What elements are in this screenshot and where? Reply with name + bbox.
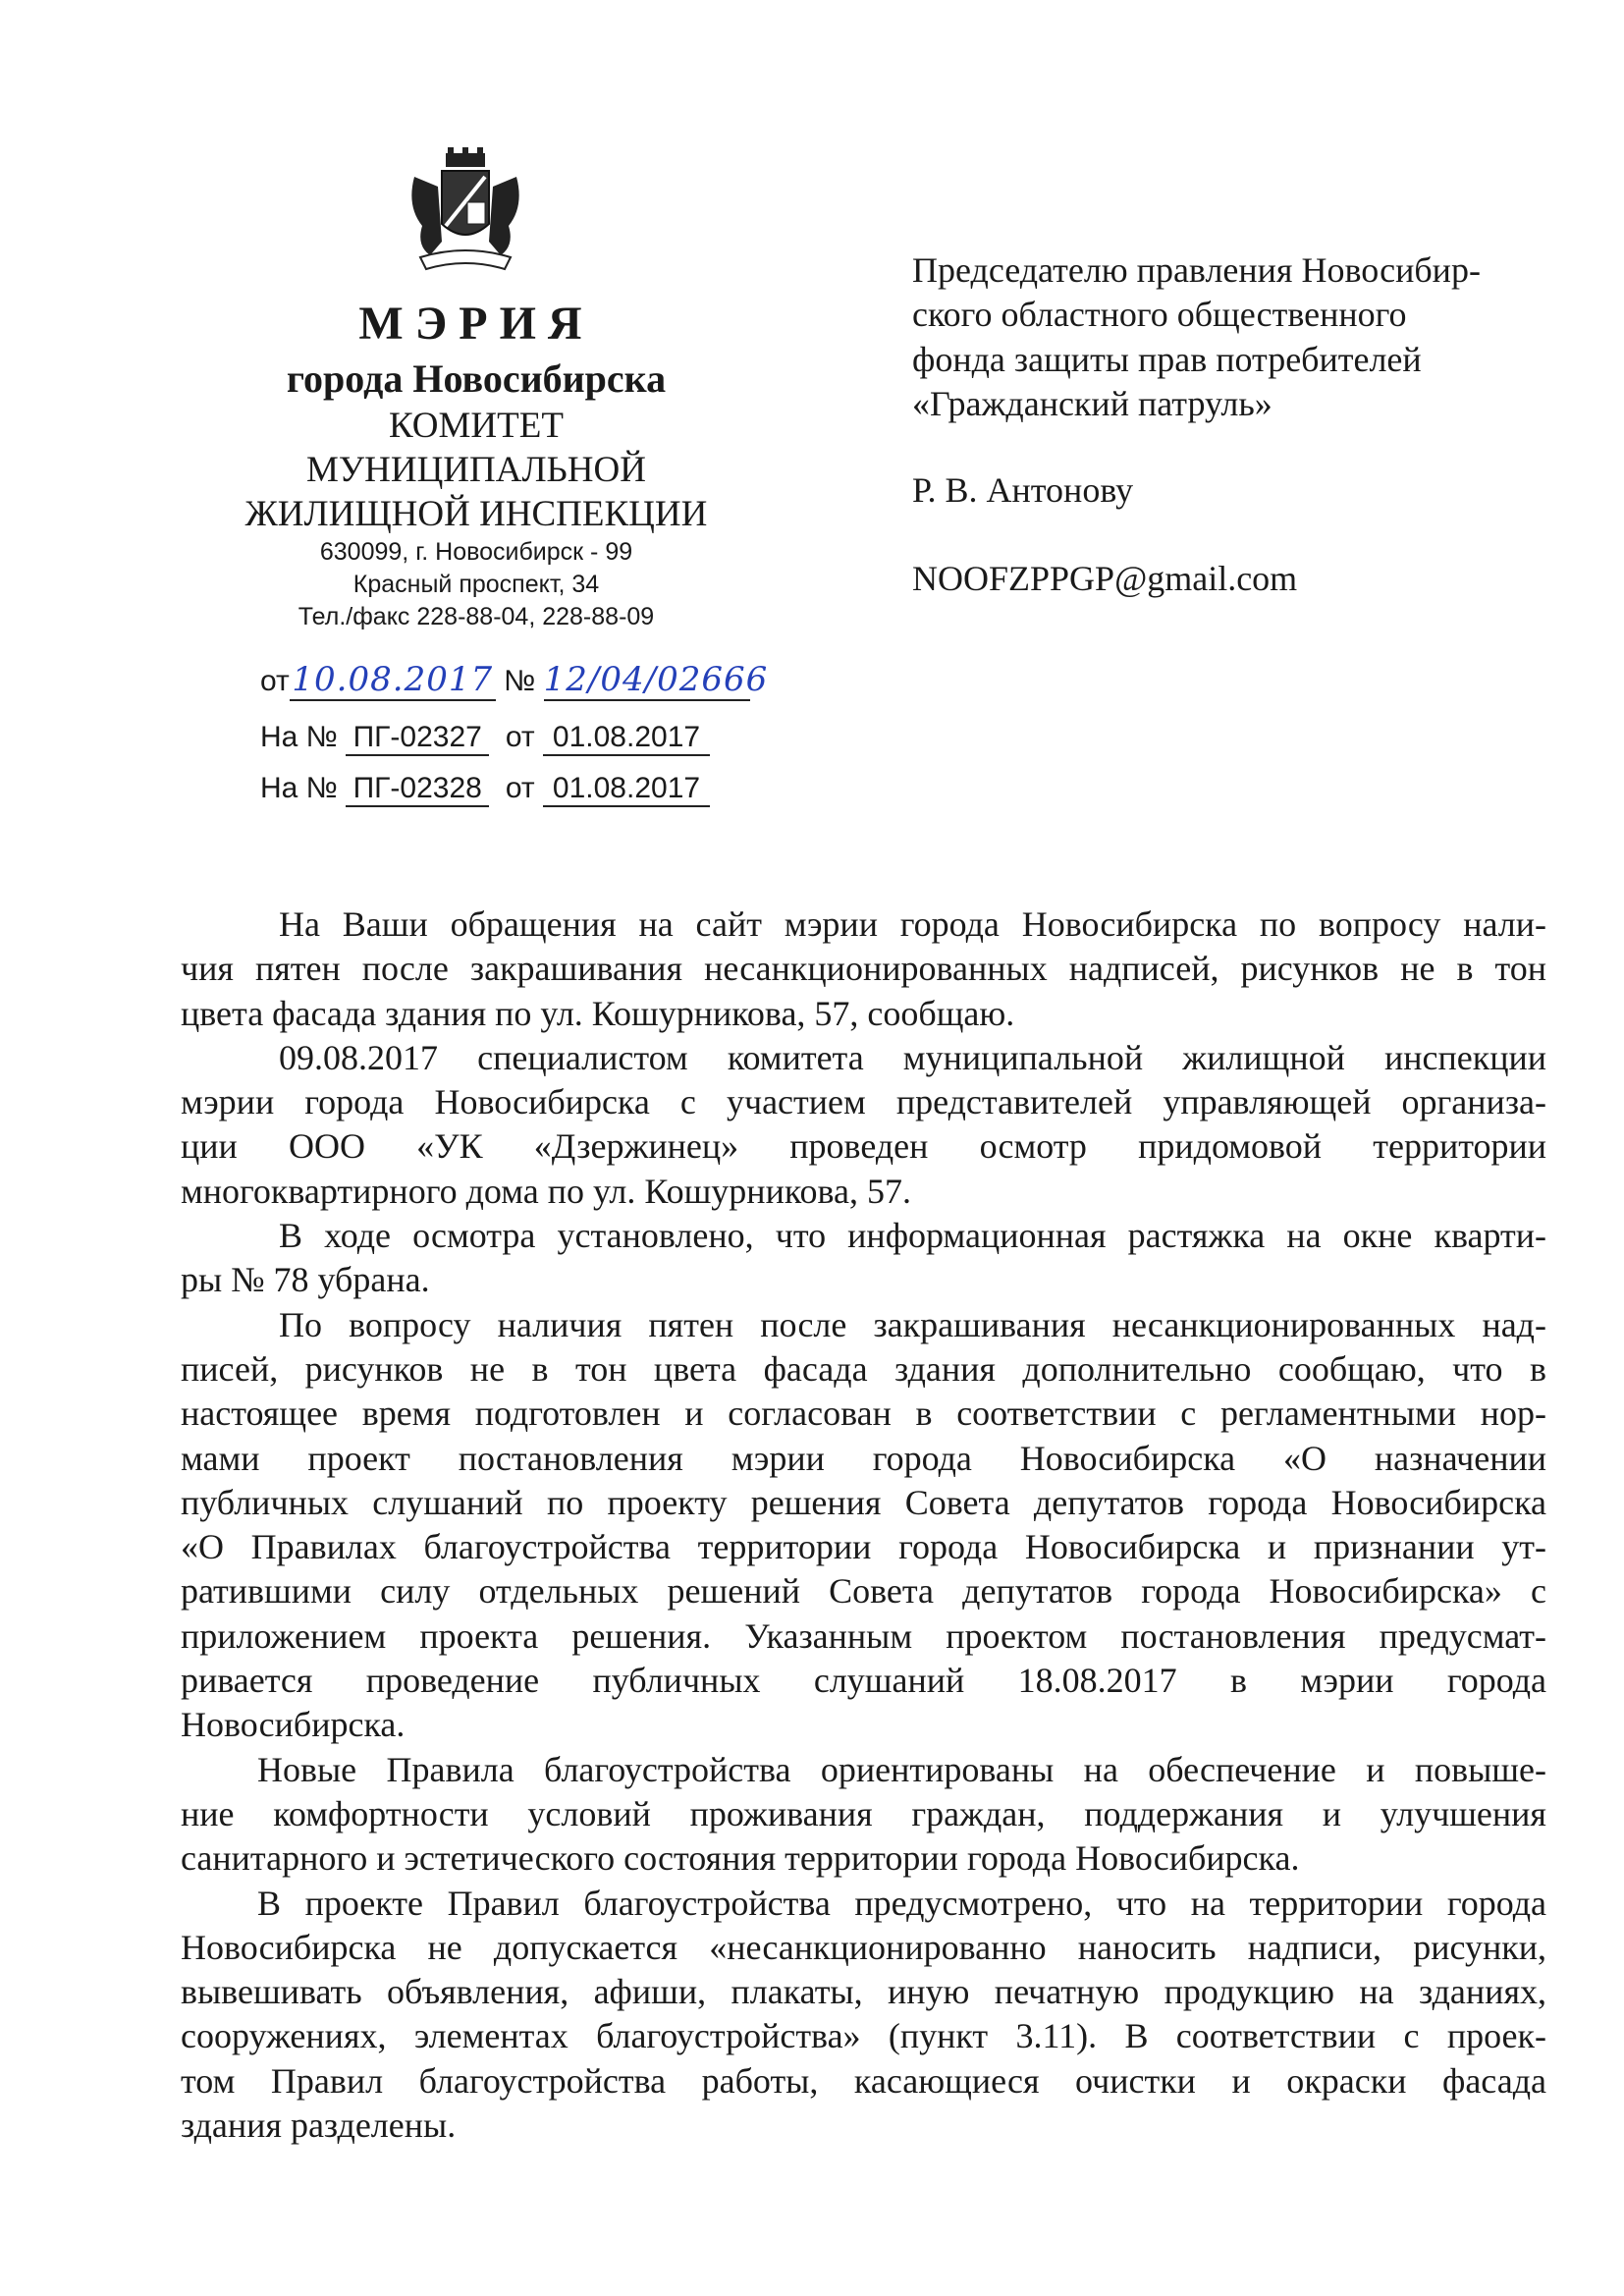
body-line: Новые Правила благоустройства ориентированы на обеспечение и повыше- bbox=[257, 1749, 1546, 1789]
body-line: Новосибирска не допускается «несанкционированно наносить надписи, рисунки, bbox=[181, 1927, 1546, 1967]
committee-line: МУНИЦИПАЛЬНОЙ bbox=[306, 450, 646, 490]
body-paragraph bbox=[181, 902, 1546, 1036]
mayor-office-title: МЭРИЯ bbox=[358, 298, 594, 350]
body-line: мами проект постановления мэрии города Новосибирска «О назначении bbox=[181, 1438, 1546, 1478]
recipient-name: Р. В. Антонову bbox=[912, 470, 1134, 510]
from-label: от bbox=[260, 665, 290, 697]
body-line: многоквартирного дома по ул. Кошурникова, 57. bbox=[181, 1171, 911, 1211]
body-line: ратившими силу отдельных решений Совета депутатов города Новосибирска» с bbox=[181, 1571, 1546, 1612]
handwritten-date: 10.08.2017 bbox=[292, 660, 494, 699]
reference-label: На № bbox=[260, 772, 338, 804]
body-line: ры № 78 убрана. bbox=[181, 1260, 430, 1300]
address-line: 630099, г. Новосибирск - 99 bbox=[319, 538, 633, 566]
reference-number: ПГ-02327 bbox=[346, 721, 489, 756]
reference-number: ПГ-02328 bbox=[346, 772, 489, 807]
reference-line bbox=[260, 721, 710, 756]
reference-date: 01.08.2017 bbox=[543, 721, 710, 756]
city-name: города Новосибирска bbox=[286, 356, 667, 401]
body-line: В ходе осмотра установлено, что информационная растяжка на окне кварти- bbox=[279, 1216, 1546, 1256]
recipient-line: ского областного общественного bbox=[912, 295, 1407, 334]
body-line: В проекте Правил благоустройства предусмотрено, что на территории города bbox=[257, 1883, 1546, 1923]
address-line: Тел./факс 228-88-04, 228-88-09 bbox=[298, 603, 655, 630]
body-line: приложением проекта решения. Указанным проектом постановления предусмат- bbox=[181, 1615, 1546, 1656]
body-line: вывешивать объявления, афиши, плакаты, иную печатную продукцию на зданиях, bbox=[181, 1972, 1546, 2012]
body-line: чия пятен после закрашивания несанкционированных надписей, рисунков не в тон bbox=[181, 949, 1546, 989]
committee-line: ЖИЛИЩНОЙ ИНСПЕКЦИИ bbox=[244, 494, 708, 534]
recipient-line: Председателю правления Новосибир- bbox=[912, 250, 1481, 290]
body-line: По вопросу наличия пятен после закрашивания несанкционированных над- bbox=[279, 1304, 1546, 1344]
body-line: том Правил благоустройства работы, касающиеся очистки и окраски фасада bbox=[181, 2060, 1546, 2101]
body-paragraph bbox=[181, 1036, 1546, 1214]
body-line: ние комфортности условий проживания граждан, поддержания и улучшения bbox=[181, 1793, 1546, 1833]
body-line: санитарного и эстетического состояния территории города Новосибирска. bbox=[181, 1838, 1300, 1879]
handwritten-number: 12/04/02666 bbox=[543, 660, 769, 699]
body-paragraph bbox=[181, 1214, 1546, 1303]
coat-of-arms-emblem bbox=[403, 147, 528, 273]
number-label: № bbox=[504, 665, 536, 697]
body-paragraph bbox=[181, 1748, 1546, 1882]
body-paragraph bbox=[181, 1303, 1546, 1748]
body-line: «О Правилах благоустройства территории города Новосибирска и признании ут- bbox=[181, 1527, 1546, 1567]
reference-from-label: от bbox=[505, 721, 535, 753]
body-line: публичных слушаний по проекту решения Совета депутатов города Новосибирска bbox=[181, 1482, 1546, 1522]
reference-date: 01.08.2017 bbox=[543, 772, 710, 807]
body-line: здания разделены. bbox=[181, 2105, 457, 2146]
letter-body bbox=[181, 902, 1546, 2148]
body-line: мэрии города Новосибирска с участием представителей управляющей организа- bbox=[181, 1082, 1546, 1122]
reference-from-label: от bbox=[505, 772, 535, 804]
outgoing-number bbox=[543, 660, 769, 701]
outgoing-date bbox=[290, 660, 496, 701]
address-line: Красный проспект, 34 bbox=[352, 571, 600, 598]
body-line: ции ООО «УК «Дзержинец» проведен осмотр придомовой территории bbox=[181, 1126, 1546, 1167]
body-line: На Ваши обращения на сайт мэрии города Новосибирска по вопросу нали- bbox=[279, 904, 1546, 944]
recipient-line: «Гражданский патруль» bbox=[912, 384, 1272, 423]
body-line: ривается проведение публичных слушаний 18.08.2017 в мэрии города bbox=[181, 1661, 1546, 1701]
body-paragraph bbox=[181, 1882, 1546, 2149]
outgoing-registration bbox=[260, 660, 769, 701]
body-line: настоящее время подготовлен и согласован в соответствии с регламентными нор- bbox=[181, 1394, 1546, 1434]
recipient-email: NOOFZPPGP@gmail.com bbox=[912, 559, 1298, 598]
body-line: 09.08.2017 специалистом комитета муниципальной жилищной инспекции bbox=[279, 1037, 1546, 1077]
reference-label: На № bbox=[260, 721, 338, 753]
body-line: сооружениях, элементах благоустройства» (пункт 3.11). В соответствии с проек- bbox=[181, 2016, 1546, 2056]
reference-line bbox=[260, 772, 710, 807]
body-line: Новосибирска. bbox=[181, 1705, 406, 1745]
committee-line: КОМИТЕТ bbox=[389, 406, 564, 446]
recipient-line: фонда защиты прав потребителей bbox=[912, 340, 1422, 379]
body-line: писей, рисунков не в тон цвета фасада здания дополнительно сообщаю, что в bbox=[181, 1348, 1546, 1389]
body-line: цвета фасада здания по ул. Кошурникова, 57, сообщаю. bbox=[181, 993, 1015, 1033]
